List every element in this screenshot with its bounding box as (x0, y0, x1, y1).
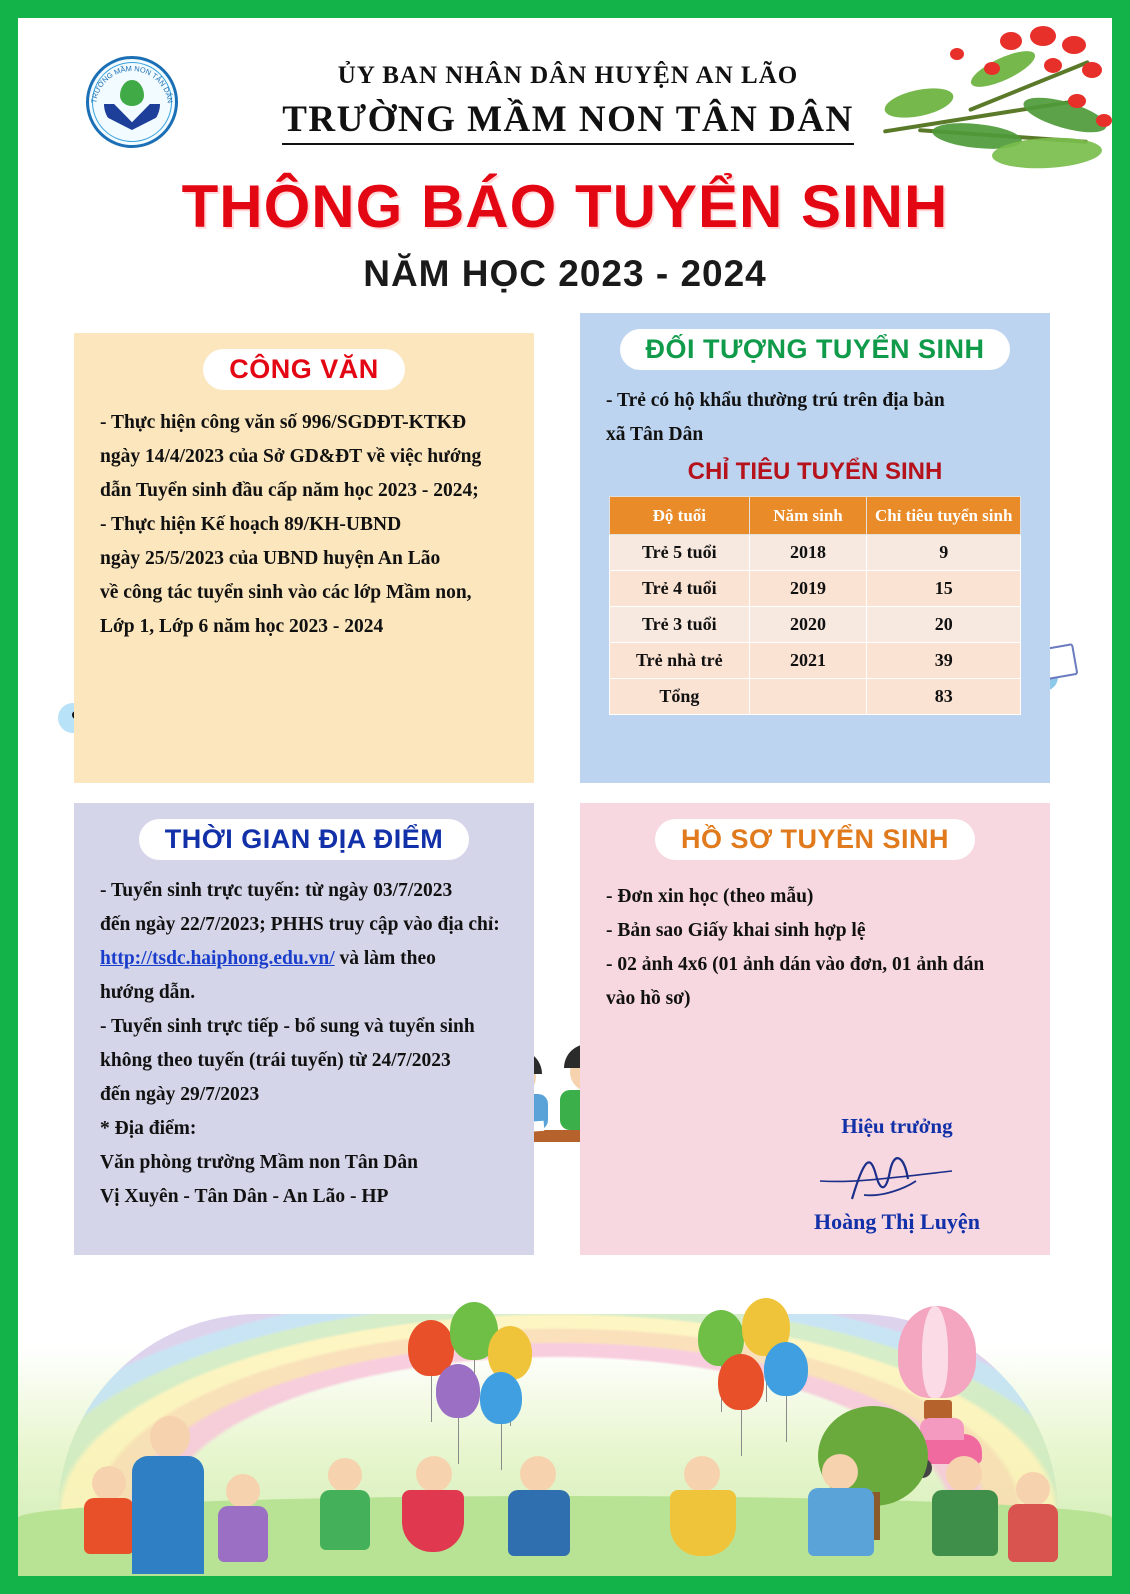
col-do-tuoi: Độ tuổi (610, 497, 750, 535)
thoi-gian-line-3 (100, 942, 508, 976)
quota-table (609, 496, 1021, 715)
thoi-gian-line-6: không theo tuyến (trái tuyến) từ 24/7/2023 (100, 1050, 451, 1071)
cong-van-heading-wrap (74, 349, 534, 390)
thoi-gian-line-7: đến ngày 29/7/2023 (100, 1084, 260, 1105)
cell-total-year (749, 679, 867, 715)
child-figure (930, 1456, 1000, 1576)
page-title: THÔNG BÁO TUYỂN SINH (181, 173, 949, 240)
cell-age-1: Trẻ 5 tuổi (610, 535, 750, 571)
ho-so-line-3: - 02 ảnh 4x6 (01 ảnh dán vào đơn, 01 ảnh dán (606, 954, 985, 975)
cell-total-quota: 83 (867, 679, 1021, 715)
cell-year-2: 2019 (749, 571, 867, 607)
ho-so-heading-wrap (580, 819, 1050, 860)
cell-quota-4: 39 (867, 643, 1021, 679)
table-row (610, 607, 1021, 643)
thoi-gian-line-8: * Địa điểm: (100, 1118, 197, 1139)
poster-canvas (18, 18, 1112, 1576)
table-row-total (610, 679, 1021, 715)
svg-text:TRƯỜNG MẦM NON TÂN DÂN: TRƯỜNG MẦM NON TÂN DÂN (89, 63, 175, 104)
panel-ho-so (580, 803, 1050, 1255)
cell-quota-3: 20 (867, 607, 1021, 643)
cell-age-4: Trẻ nhà trẻ (610, 643, 750, 679)
cell-age-2: Trẻ 4 tuổi (610, 571, 750, 607)
thoi-gian-line-5: - Tuyển sinh trực tiếp - bổ sung và tuyển sinh (100, 1016, 475, 1037)
cong-van-line-3: dẫn Tuyển sinh đầu cấp năm học 2023 - 2024; (100, 480, 479, 501)
child-figure (806, 1454, 876, 1576)
cong-van-line-5: ngày 25/5/2023 của UBND huyện An Lão (100, 548, 441, 569)
table-header-row (610, 497, 1021, 535)
school-logo (80, 56, 198, 148)
table-row (610, 535, 1021, 571)
cong-van-line-6: về công tác tuyển sinh vào các lớp Mầm non, (100, 582, 472, 603)
thoi-gian-heading: THỜI GIAN ĐỊA ĐIỂM (139, 819, 470, 860)
child-figure (504, 1456, 574, 1576)
child-figure (1004, 1472, 1062, 1576)
ho-so-line-1: - Đơn xin học (theo mẫu) (606, 886, 814, 907)
cell-year-1: 2018 (749, 535, 867, 571)
table-row (610, 643, 1021, 679)
logo-sprout-icon (120, 80, 144, 106)
quota-table-title: CHỈ TIÊU TUYỂN SINH (687, 458, 943, 485)
child-figure (668, 1456, 738, 1576)
child-figure (214, 1474, 272, 1576)
table-row (610, 571, 1021, 607)
ho-so-line-4: vào hồ sơ) (606, 988, 691, 1009)
doi-tuong-heading-wrap (580, 329, 1050, 370)
adult-figure (122, 1416, 212, 1576)
header-titles (218, 62, 918, 145)
panel-cong-van (74, 333, 534, 783)
bottom-illustration (18, 1296, 1112, 1576)
headline-block (18, 172, 1112, 295)
school-name: TRƯỜNG MẦM NON TÂN DÂN (282, 98, 854, 145)
thoi-gian-line-3-tail: và làm theo (334, 948, 436, 969)
school-year: NĂM HỌC 2023 - 2024 (363, 253, 767, 294)
signature-name: Hoàng Thị Luyện (814, 1209, 980, 1234)
poster-header (18, 18, 1112, 168)
cell-quota-2: 15 (867, 571, 1021, 607)
child-figure (398, 1456, 468, 1576)
thoi-gian-line-9: Văn phòng trường Mầm non Tân Dân (100, 1152, 418, 1173)
signature-block (772, 1114, 1022, 1235)
thoi-gian-heading-wrap (74, 819, 534, 860)
cong-van-body (100, 406, 508, 644)
authority-line: ỦY BAN NHÂN DÂN HUYỆN AN LÃO (337, 62, 799, 89)
child-figure (314, 1458, 376, 1576)
thoi-gian-line-1: - Tuyển sinh trực tuyến: từ ngày 03/7/2023 (100, 880, 453, 901)
flamboyant-tree-decoration (872, 18, 1112, 186)
ho-so-line-2: - Bản sao Giấy khai sinh hợp lệ (606, 920, 866, 941)
thoi-gian-line-10: Vị Xuyên - Tân Dân - An Lão - HP (100, 1186, 389, 1207)
doi-tuong-heading: ĐỐI TƯỢNG TUYỂN SINH (620, 329, 1011, 370)
ho-so-body (606, 880, 1024, 1016)
thoi-gian-line-4: hướng dẫn. (100, 982, 196, 1003)
signature-role: Hiệu trưởng (841, 1114, 953, 1138)
doi-tuong-body (606, 384, 1024, 452)
cong-van-line-7: Lớp 1, Lớp 6 năm học 2023 - 2024 (100, 616, 384, 637)
cong-van-line-2: ngày 14/4/2023 của Sở GD&ĐT về việc hướng (100, 446, 482, 467)
cell-year-3: 2020 (749, 607, 867, 643)
cong-van-line-1: - Thực hiện công văn số 996/SGDĐT-KTKĐ (100, 412, 467, 433)
cong-van-line-4: - Thực hiện Kế hoạch 89/KH-UBND (100, 514, 402, 535)
registration-link[interactable]: http://tsdc.haiphong.edu.vn/ (100, 948, 335, 969)
panels-area (18, 313, 1112, 1273)
cell-year-4: 2021 (749, 643, 867, 679)
thoi-gian-body (100, 874, 508, 1214)
panel-thoi-gian-dia-diem (74, 803, 534, 1255)
signature-scribble (772, 1139, 1022, 1209)
panel-doi-tuong (580, 313, 1050, 783)
cell-total-label: Tổng (610, 679, 750, 715)
cong-van-heading: CÔNG VĂN (203, 349, 405, 390)
doi-tuong-line-1: - Trẻ có hộ khẩu thường trú trên địa bàn (606, 390, 945, 411)
thoi-gian-line-2: đến ngày 22/7/2023; PHHS truy cập vào địa chỉ: (100, 914, 500, 935)
col-nam-sinh: Năm sinh (749, 497, 867, 535)
cell-quota-1: 9 (867, 535, 1021, 571)
cell-age-3: Trẻ 3 tuổi (610, 607, 750, 643)
ho-so-heading: HỒ SƠ TUYỂN SINH (655, 819, 975, 860)
logo-arc-text (86, 61, 178, 153)
doi-tuong-line-2: xã Tân Dân (606, 424, 704, 445)
col-chi-tieu: Chỉ tiêu tuyển sinh (867, 497, 1021, 535)
